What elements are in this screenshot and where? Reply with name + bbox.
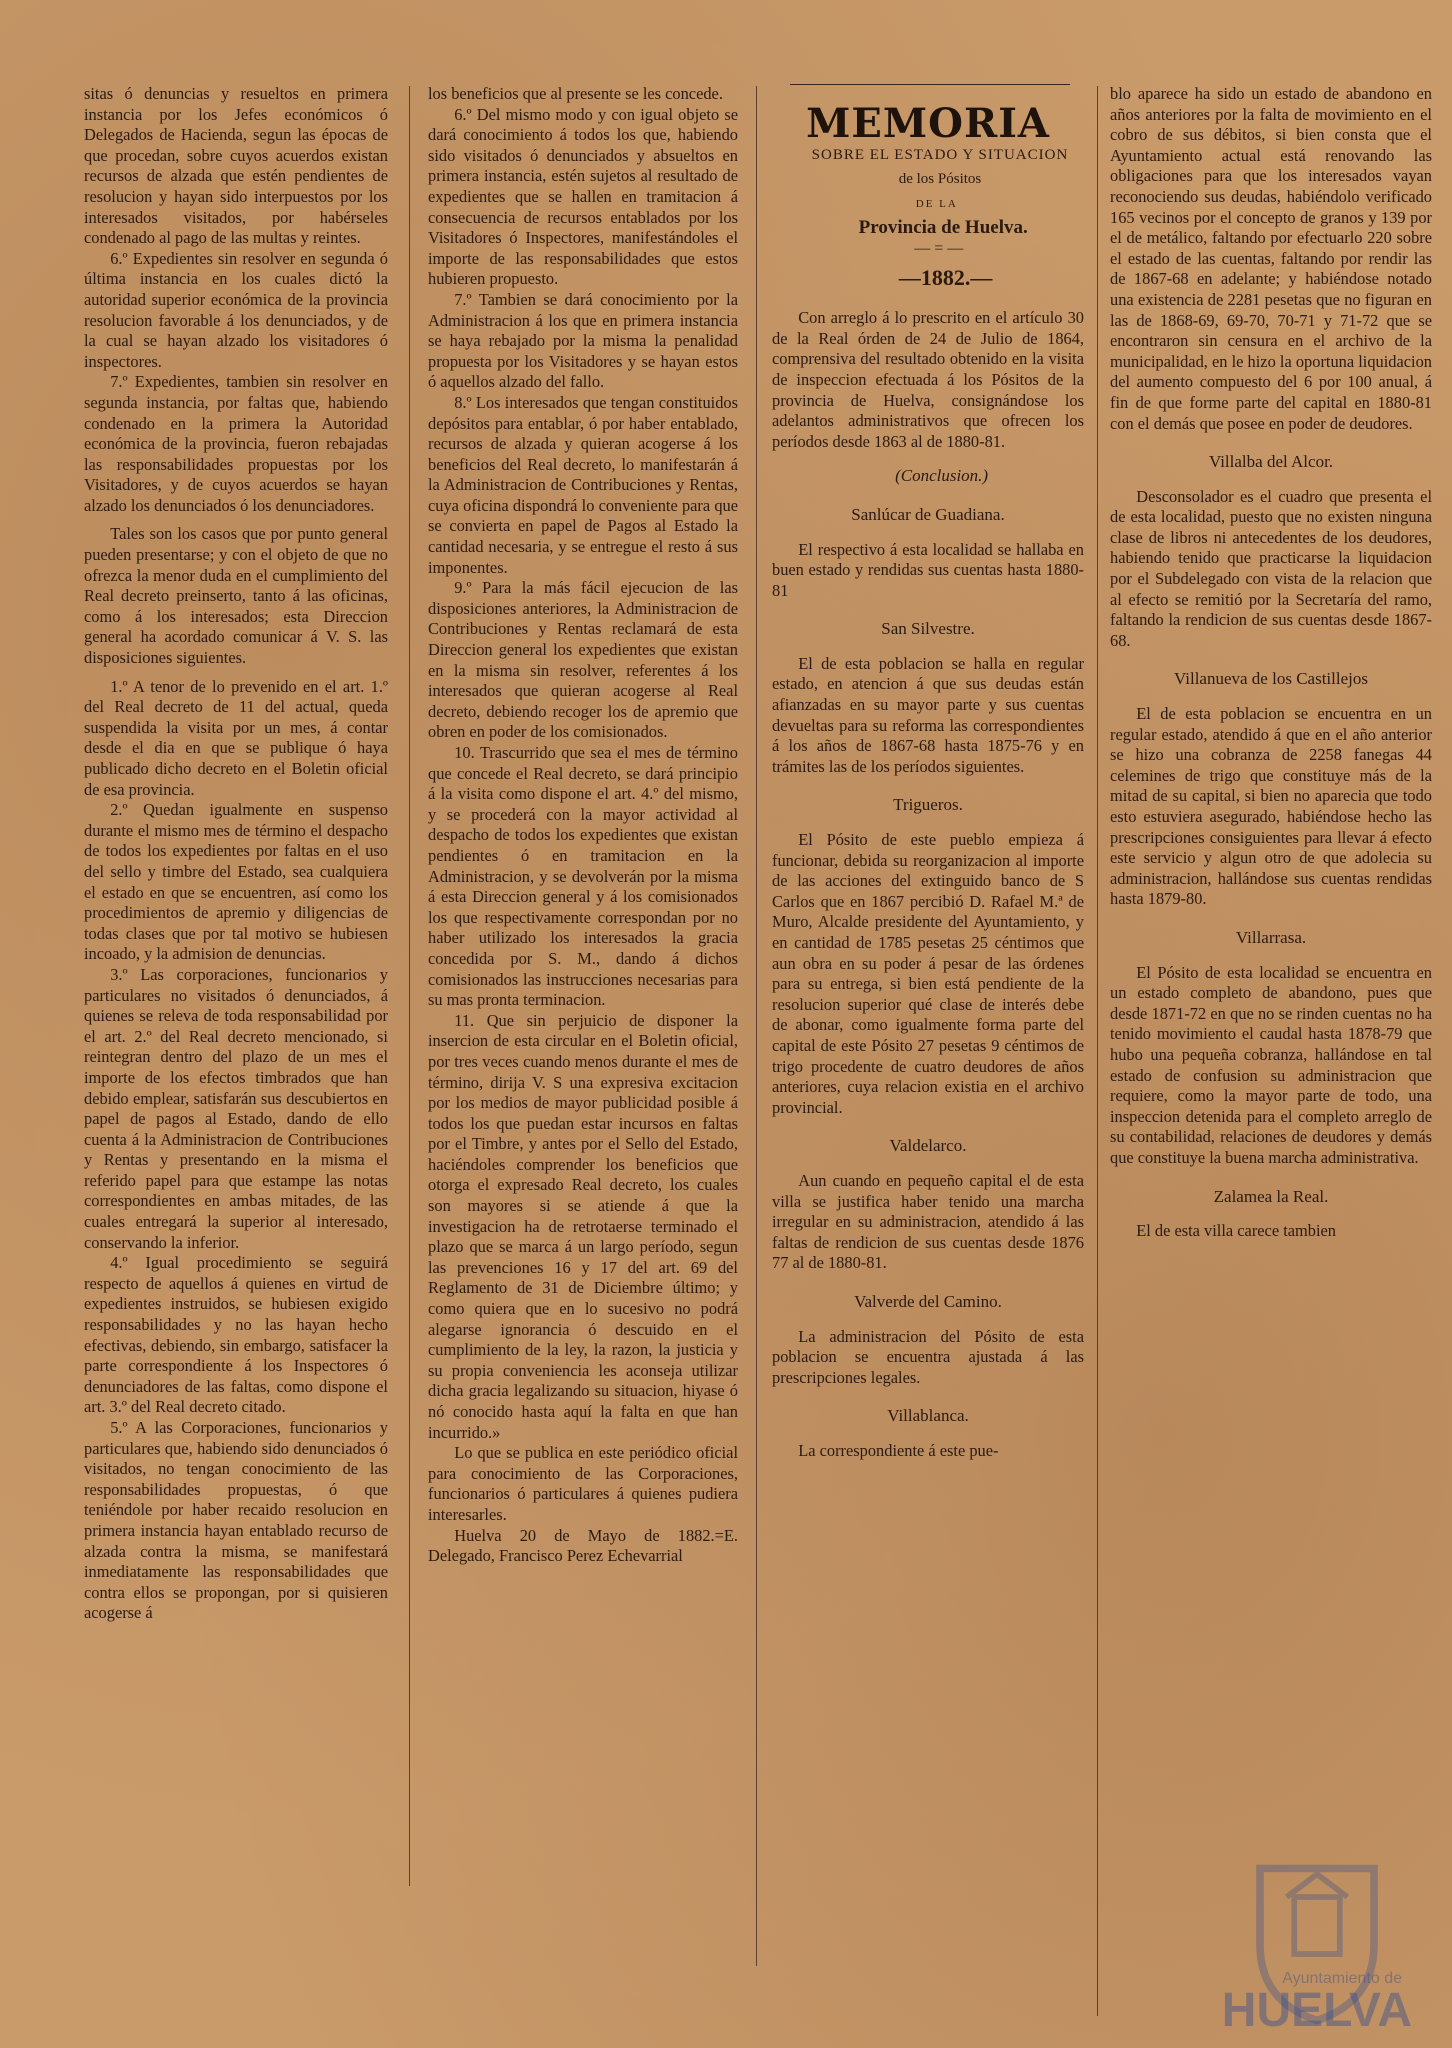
paragraph: 10. Trascurrido que sea el mes de término que concede el Real decreto, se dará principio á la visita como dispone el art. 4.º del mismo, y se procederá con la mayor actividad al despacho de todos los expedientes que existan pendientes ó en tramitacion en la Administracion, y se devolverán por la misma á esta Direccion general y á los comisionados los que respectivamente correspondan por no haber utilizado los interesados la gracia concedida por S. M., dando á dichos comisionados las instrucciones necesarias para su mas pronta terminacion. <box>428 743 738 1010</box>
paragraph: Desconsolador es el cuadro que presenta el de esta localidad, puesto que no existen ninguna clase de libros ni antecedentes de los deudores, habiendo tenido que practicarse la liquidacion por el Subdelegado con vista de la relacion que al efecto se remitió por la Secretaría del ramo, faltando la rendicion de sus cuentas desde 1867-68. <box>1110 486 1432 650</box>
place-heading: Valdelarco. <box>889 1136 967 1156</box>
paragraph: los beneficios que al presente se les concede. <box>428 84 723 103</box>
paragraph: 7.º Expedientes, tambien sin resolver en segunda instancia, por faltas que, habiendo condenado en la primera la Autoridad económica de la provincia, fueron rebajadas las responsabilidades propuestas por los Visitadores, y de cuyos acuerdos se hayan alzado los denunciados ó los denunciadores. <box>84 372 388 515</box>
column-2 <box>428 84 738 2028</box>
place-heading: Villablanca. <box>887 1406 969 1426</box>
column-rule-3 <box>1097 86 1098 2016</box>
paragraph: Tales son los casos que por punto general pueden presentarse; y con el objeto de que no ofrezca la menor duda en el cumplimiento del Real decreto preinserto, tanto á las oficinas, como á los interesados; esta Direccion general ha acordado comunicar á V. S. las disposiciones siguientes. <box>84 524 388 668</box>
divider: —=— <box>914 239 968 257</box>
column-3 <box>772 84 1084 2028</box>
place-heading: Valverde del Camino. <box>854 1291 1002 1311</box>
memoria-line2: de los Pósitos <box>898 171 982 188</box>
signature-line: Huelva 20 de Mayo de 1882.=E. Delegado, Francisco Perez Echevarrial <box>428 1525 738 1566</box>
column-rule-1 <box>409 86 410 1886</box>
memoria-title: MEMORIA <box>806 100 1050 147</box>
place-heading: Sanlúcar de Guadiana. <box>851 504 1005 524</box>
paragraph: El Pósito de este pueblo empieza á funcionar, debida su reorganizacion al importe de las acciones del extinguido banco de S Carlos que en 1867 percibió D. Rafael M.ª de Muro, Alcalde presidente del Ayuntamiento, y en cantidad de 1785 pesetas 25 céntimos que aun obra en su poder á pesar de las órdenes para su entrega, si bien está pendiente de la resolucion superior qué clase de interés debe de abonar, como igualmente forma parte del capital de este Pósito 27 pesetas 9 céntimos de trigo procedente de cuatro deudores de años anteriores, cuya relacion existia en el archivo provincial. <box>772 830 1084 1117</box>
paragraph: El respectivo á esta localidad se hallaba en buen estado y rendidas sus cuentas hasta 1880-81 <box>772 539 1084 600</box>
paragraph: 5.º A las Corporaciones, funcionarios y particulares que, habiendo sido denunciados ó visitados, no tengan conocimiento de las responsabilidades propuestas, ó que teniéndole por haber recaido resolucion en primera instancia hayan entablado recurso de alzada contra la misma, se manifestará inmediatamente las responsabilidades que contra ellos se propongan, por si quisieren acogerse á <box>84 1418 388 1623</box>
column-1 <box>84 84 388 2028</box>
paragraph: 3.º Las corporaciones, funcionarios y particulares no visitados ó denunciados, á quienes se releva de toda responsabilidad por el art. 2.º del Real decreto mencionado, si reintegran dentro del plazo de un mes el importe de los efectos timbrados que han debido emplear, satisfarán sus descubiertos en papel de pagos al Estado, dando de ello cuenta á la Administracion de Contribuciones y Rentas y presentando en la misma el referido papel para que estampe las notas correspondientes en ambas mitades, de las cuales entregará la superior al interesado, conservando la inferior. <box>84 964 388 1252</box>
paragraph: 11. Que sin perjuicio de disponer la insercion de esta circular en el Boletin oficial, por tres veces cuando menos durante el mes de término, dirija V. S una expresiva excitacion por los medios de mayor publicidad posible á todos los que puedan estar incursos en faltas por el Timbre, y antes por el Sello del Estado, haciéndoles comprender los beneficios que otorga el expresado Real decreto, los cuales son mayores si se atiende á que la investigacion ha de retrotaerse terminado el plazo que se marca á un largo período, segun las prevenciones 16 y 17 del art. 69 del Reglamento de 31 de Diciembre último; y como quiera que en lo sucesivo no podrá alegarse ignorancia ó descuido en el cumplimiento de la ley, la razon, la justicia y su propia conveniencia les aconseja utilizar dicha gracia legalizando su situacion, hiyase ó nó conocido hasta aquí la falta en que han incurrido.» <box>428 1010 738 1442</box>
paragraph: 4.º Igual procedimiento se seguirá respecto de aquellos á quienes en virtud de expedientes instruidos, se hubiesen exigido responsabilidades y no las hayan hecho efectivas, debiendo, sin embargo, satisfacer la parte correspondiente á los Inspectores ó denunciadores de las faltas, como dispone el art. 3.º del Real decreto citado. <box>84 1253 388 1417</box>
province-title: Provincia de Huelva. <box>858 217 1028 239</box>
paragraph: 7.º Tambien se dará conocimiento por la Administracion á los que en primera instancia se haya rebajado por la misma la penalidad propuesta por los Visitadores y se hayan estos ó aquellos alzado del fallo. <box>428 289 738 392</box>
paragraph: 6.º Expedientes sin resolver en segunda ó última instancia en los cuales dictó la autoridad superior económica de la provincia resolucion favorable á los denunciados, y de la cual se hayan alzado los visitadores ó inspectores. <box>84 248 388 371</box>
paragraph: La correspondiente á este pue- <box>798 1440 999 1460</box>
paragraph: El de esta villa carece tambien <box>1136 1221 1337 1241</box>
place-heading: Trigueros. <box>893 795 963 815</box>
watermark-subtext: Ayuntamiento de <box>1282 1970 1402 1987</box>
paragraph: blo aparece ha sido un estado de abandono en años anteriores por la falta de movimiento en el cobro de sus débitos, si bien consta que el Ayuntamiento actual está renovando las obligaciones para que los interesados vayan reconociendo sus deudas, habiéndolo verificado 165 vecinos por el concepto de granos y 139 por el de metálico, faltando por efectuarlo 220 sobre el estado de las cuentas, faltando por rendir las de 1867-68 en adelante; y habiéndose notado una existencia de 2281 pesetas que no figuran en las de 1868-69, 69-70, 70-71 y 71-72 que se encontraron sin censura en el archivo de la municipalidad, en le hizo la oportuna liquidacion del aumento compuesto del 6 por 100 anual, á fin de que forme parte del capital en 1880-81 con el demás que posee en poder de deudores. <box>1110 84 1432 433</box>
paragraph: 8.º Los interesados que tengan constituidos depósitos para entablar, ó por haber entablado, recursos de alzada y quieran acogerse á los beneficios del Real decreto, lo manifestarán á la Administracion de Contribuciones y Rentas, cuya oficina dispondrá lo conveniente para que se convierta en papel de Pagos al Estado la cantidad necesaria, y se entregue el resto á sus imponentes. <box>428 392 738 577</box>
place-heading: Villalba del Alcor. <box>1208 452 1334 472</box>
place-heading: Villarrasa. <box>1235 927 1307 947</box>
memoria-line3: DE LA <box>915 197 958 210</box>
paragraph: Lo que se publica en este periódico oficial para conocimiento de las Corporaciones, funcionarios ó particulares á quienes pudiera interesarles. <box>428 1443 738 1524</box>
memoria-subtitle: SOBRE EL ESTADO Y SITUACION <box>811 146 1069 163</box>
paragraph: 9.º Para la más fácil ejecucion de las disposiciones anteriores, la Administracion de Contribuciones y Rentas reclamará de esta Direccion general los expedientes que existan en la misma sin resolver, referentes á los interesados que quieran acogerse al Real decreto, debiendo recoger los de apremio que obren en poder de los comisionados. <box>428 578 738 742</box>
intro-paragraph: Con arreglo á lo prescrito en el artículo 30 de la Real órden de 24 de Julio de 1864, comprensiva del resultado obtenido en la visita de inspeccion efectuada á los Pósitos de la provincia de Huelva, consignándose los adelantos administrativos que ofrecen los períodos desde 1863 al de 1880-81. <box>772 308 1084 451</box>
paragraph: 2.º Quedan igualmente en suspenso durante el mismo mes de término el despacho de todos los expedientes por faltas en el uso del sello y timbre del Estado, sea cualquiera el estado en que se encuentren, así como los procedimientos de apremio y diligencias de todas clases que por tal motivo se hubiesen incoado, y la admision de denuncias. <box>84 800 388 964</box>
paragraph: El de esta poblacion se encuentra en un regular estado, atendido á que en el año anterior se hizo una cobranza de 2258 fanegas 44 celemines de trigo que constituye más de la mitad de su capital, si bien no aparecia que todo esto estuviera asegurado, habiéndose hecho las prescripciones consiguientes para llevar á efecto este servicio y algun otro de que adolecia su administracion, hallándose sus cuentas rendidas hasta 1879-80. <box>1110 704 1432 909</box>
watermark-text: HUELVA <box>1221 1984 1412 2037</box>
year-heading: —1882.— <box>898 264 993 290</box>
paragraph: 6.º Del mismo modo y con igual objeto se dará conocimiento á todos los que, habiendo sido visitados ó denunciados y absueltos en primera instancia, estén sujetos al resultado de expedientes que se hallen en tramitacion á consecuencia de recursos entablados por los Visitadores ó Inspectores, manifestándoles el importe de las responsabilidades que estos hubieren propuesto. <box>428 104 738 289</box>
paragraph: El Pósito de esta localidad se encuentra en un estado completo de abandono, pues que desde 1871-72 en que no se rinden cuentas no ha tenido movimiento el caudal hasta 1878-79 que hubo una pequeña cobranza, hallándose en tal estado de confusion su administracion que requiere, como la mayor parte de todo, una inspeccion detenida para el completo arreglo de su contabilidad, relaciones de deudores y demás que constituye la buena marcha administrativa. <box>1110 962 1432 1167</box>
column-rule-2 <box>756 86 757 1966</box>
place-heading: Villanueva de los Castillejos <box>1174 669 1368 689</box>
paragraph: El de esta poblacion se halla en regular estado, en atencion á que sus deudas están afianzadas en su mayor parte y sus cuentas devueltas para su reforma las correspondientes á los años de 1867-68 hasta 1875-76 y en trámites las de los períodos siguientes. <box>772 653 1084 776</box>
place-heading: San Silvestre. <box>881 619 975 639</box>
paragraph: 1.º A tenor de lo prevenido en el art. 1.º del Real decreto de 11 del actual, queda suspendida la visita por un mes, á contar desde el dia en que se publique ó haya publicado dicho decreto en el Boletin oficial de esa provincia. <box>84 676 388 799</box>
paragraph: La administracion del Pósito de esta poblacion se encuentra ajustada á las prescripciones legales. <box>772 1326 1084 1387</box>
place-heading: Zalamea la Real. <box>1213 1186 1329 1206</box>
paragraph: sitas ó denuncias y resueltos en primera instancia por los Jefes económicos ó Delegados de Hacienda, segun las épocas de que procedan, sobre cuyos acuerdos existan recursos de alzada que estén pendientes de resolucion y hayan sido interpuestos por los interesados visitados, por habérseles condenado al pago de las multas y reintes. <box>84 84 388 248</box>
conclusion-label: (Conclusion.) <box>895 466 989 486</box>
column-4 <box>1110 84 1432 2028</box>
paragraph: Aun cuando en pequeño capital el de esta villa se justifica haber tenido una marcha irregular en su administracion, atendido á las faltas de rendicion de sus cuentas desde 1876 77 al de 1880-81. <box>772 1170 1084 1273</box>
